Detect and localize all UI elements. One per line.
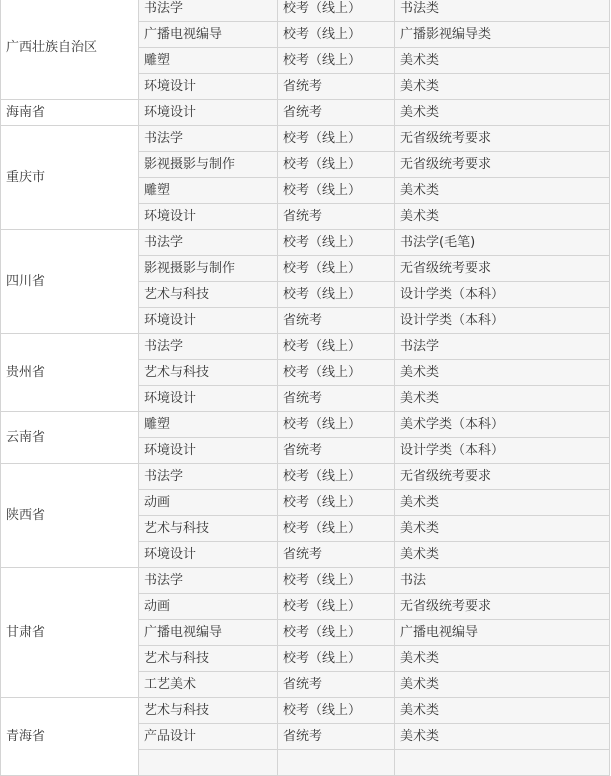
exam-type-cell: 省统考 [278,724,395,750]
category-cell: 无省级统考要求 [395,126,610,152]
major-cell: 书法学 [139,464,278,490]
exam-type-cell: 省统考 [278,438,395,464]
major-cell: 广播电视编导 [139,22,278,48]
major-cell: 环境设计 [139,542,278,568]
table-row [1,568,610,594]
category-cell: 广播影视编导类 [395,22,610,48]
category-cell: 美术类 [395,698,610,724]
major-cell: 影视摄影与制作 [139,152,278,178]
category-cell: 美术学类（本科） [395,412,610,438]
major-cell: 产品设计 [139,724,278,750]
exam-type-cell: 校考（线上） [278,620,395,646]
category-cell: 美术类 [395,542,610,568]
category-cell: 书法类 [395,0,610,22]
major-cell: 雕塑 [139,178,278,204]
major-cell: 环境设计 [139,438,278,464]
table-row [1,100,610,126]
major-cell: 广播电视编导 [139,620,278,646]
province-cell: 云南省 [1,412,139,464]
exam-type-cell [278,750,395,776]
exam-type-cell: 省统考 [278,100,395,126]
province-cell: 贵州省 [1,334,139,412]
province-cell: 青海省 [1,698,139,776]
category-cell: 美术类 [395,74,610,100]
exam-type-cell: 校考（线上） [278,464,395,490]
category-cell: 美术类 [395,48,610,74]
exam-type-cell: 校考（线上） [278,698,395,724]
major-cell: 雕塑 [139,412,278,438]
category-cell: 设计学类（本科） [395,308,610,334]
exam-type-cell: 校考（线上） [278,178,395,204]
exam-type-cell: 校考（线上） [278,230,395,256]
major-cell: 环境设计 [139,100,278,126]
category-cell: 美术类 [395,100,610,126]
major-cell: 影视摄影与制作 [139,256,278,282]
major-cell: 艺术与科技 [139,698,278,724]
exam-type-cell: 校考（线上） [278,152,395,178]
province-cell: 甘肃省 [1,568,139,698]
table-row [1,334,610,360]
major-cell: 艺术与科技 [139,516,278,542]
category-cell: 广播电视编导 [395,620,610,646]
category-cell: 美术类 [395,724,610,750]
category-cell: 美术类 [395,178,610,204]
major-cell: 雕塑 [139,48,278,74]
category-cell: 无省级统考要求 [395,256,610,282]
major-cell: 书法学 [139,0,278,22]
exam-type-cell: 校考（线上） [278,646,395,672]
major-cell: 环境设计 [139,386,278,412]
category-cell: 无省级统考要求 [395,464,610,490]
exam-type-cell: 校考（线上） [278,360,395,386]
category-cell: 美术类 [395,490,610,516]
table-body [1,0,610,776]
table-row [1,230,610,256]
category-cell: 美术类 [395,646,610,672]
exam-type-cell: 省统考 [278,542,395,568]
exam-type-cell: 省统考 [278,672,395,698]
exam-type-cell: 省统考 [278,74,395,100]
major-cell: 艺术与科技 [139,282,278,308]
major-cell: 环境设计 [139,204,278,230]
exam-type-cell: 校考（线上） [278,126,395,152]
table-row [1,464,610,490]
category-cell: 美术类 [395,672,610,698]
exam-type-cell: 校考（线上） [278,256,395,282]
exam-type-cell: 省统考 [278,308,395,334]
category-cell: 美术类 [395,516,610,542]
major-cell: 书法学 [139,230,278,256]
category-cell: 美术类 [395,386,610,412]
category-cell: 书法 [395,568,610,594]
major-cell: 艺术与科技 [139,646,278,672]
category-cell: 书法学 [395,334,610,360]
category-cell: 书法学(毛笔) [395,230,610,256]
major-cell: 环境设计 [139,74,278,100]
table-row [1,412,610,438]
exam-type-cell: 校考（线上） [278,412,395,438]
category-cell: 无省级统考要求 [395,594,610,620]
exam-type-cell: 校考（线上） [278,22,395,48]
major-cell: 书法学 [139,126,278,152]
major-cell: 书法学 [139,568,278,594]
category-cell [395,750,610,776]
category-cell: 无省级统考要求 [395,152,610,178]
exam-type-cell: 校考（线上） [278,334,395,360]
major-cell: 艺术与科技 [139,360,278,386]
exam-type-cell: 校考（线上） [278,490,395,516]
province-cell: 海南省 [1,100,139,126]
province-cell: 重庆市 [1,126,139,230]
category-cell: 美术类 [395,360,610,386]
category-cell: 设计学类（本科） [395,438,610,464]
province-cell: 四川省 [1,230,139,334]
major-cell: 工艺美术 [139,672,278,698]
major-cell [139,750,278,776]
exam-type-cell: 校考（线上） [278,282,395,308]
major-cell: 环境设计 [139,308,278,334]
table-row [1,126,610,152]
major-cell: 动画 [139,490,278,516]
exam-type-cell: 校考（线上） [278,516,395,542]
exam-type-cell: 校考（线上） [278,0,395,22]
exam-type-cell: 校考（线上） [278,48,395,74]
category-cell: 美术类 [395,204,610,230]
province-cell: 广西壮族自治区 [1,0,139,100]
exam-type-cell: 省统考 [278,204,395,230]
table-row [1,0,610,22]
exam-type-cell: 校考（线上） [278,594,395,620]
exam-type-cell: 省统考 [278,386,395,412]
exam-type-cell: 校考（线上） [278,568,395,594]
province-cell: 陕西省 [1,464,139,568]
table-row [1,698,610,724]
category-cell: 设计学类（本科） [395,282,610,308]
major-cell: 动画 [139,594,278,620]
major-cell: 书法学 [139,334,278,360]
